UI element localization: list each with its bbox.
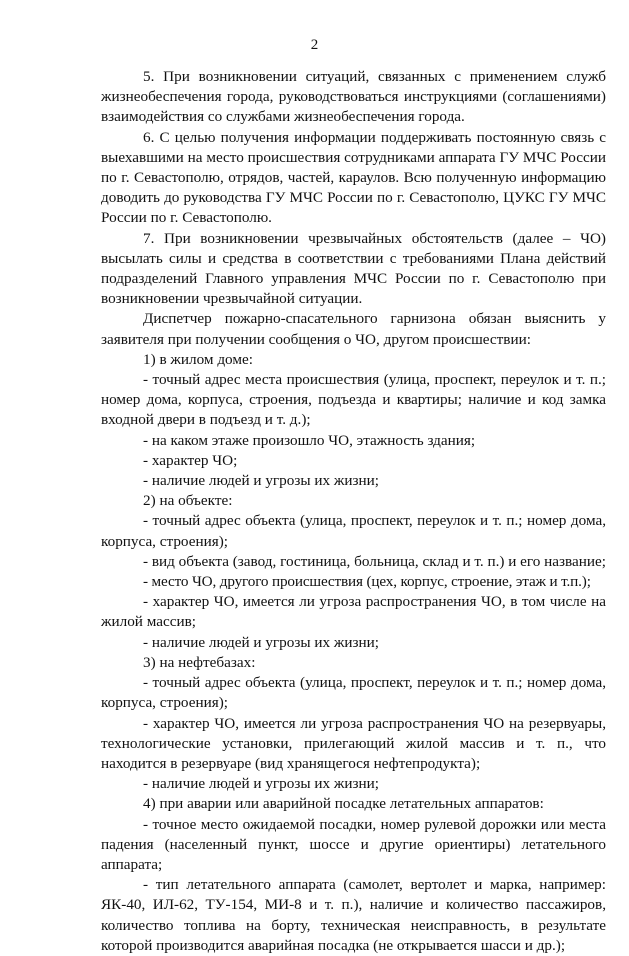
list-item: - наличие людей и угрозы их жизни;: [143, 472, 379, 490]
list-item: - характер ЧО;: [143, 451, 238, 469]
list-item: - место ЧО, другого происшествия (цех, корпус, строение, этаж и т.п.);: [143, 573, 591, 591]
subheading-residential: 1) в жилом доме:: [143, 350, 253, 368]
list-item: - наличие людей и угрозы их жизни;: [143, 633, 379, 651]
page-number: 2: [310, 37, 319, 53]
paragraph-item-6: 6. С целью получения информации поддерживать постоянную связь с выехавшими на место происшествия сотрудниками аппарата ГУ МЧС России по г. Севастополю, отрядов, частей, караулов. Всю полученную информацию доводить до руководства ГУ МЧС России по г. Севастополю, ЦУКС ГУ МЧС России по г. Севастополю.: [101, 128, 606, 227]
list-item: - характер ЧО, имеется ли угроза распространения ЧО на резервуары, технологические установки, прилегающий жилой массив и т. п., что находится в резервуаре (вид хранящегося нефтепродукта);: [101, 714, 606, 772]
list-item: - тип летательного аппарата (самолет, вертолет и марка, например: ЯК-40, ИЛ-62, ТУ-154, МИ-8 и т. п.), наличие и количество пассажиров, количество топлива на борту, техническая неисправность, в результате которой производится аварийная посадка (не открывается шасси и др.);: [101, 876, 606, 954]
subheading-facility: 2) на объекте:: [143, 492, 233, 510]
document-body: [101, 67, 606, 956]
list-item: - точное место ожидаемой посадки, номер рулевой дорожки или места падения (населенный пункт, шоссе и другие ориентиры) летательного аппарата;: [101, 815, 606, 873]
list-item: - на каком этаже произошло ЧО, этажность здания;: [143, 431, 476, 449]
paragraph-item-7: 7. При возникновении чрезвычайных обстоятельств (далее – ЧО) высылать силы и средства в соответствии с требованиями Плана действий подразделений Главного управления МЧС России по г. Севастополю при возникновении чрезвычайной ситуации.: [101, 229, 606, 308]
list-item: - точный адрес объекта (улица, проспект, переулок и т. п.; номер дома, корпуса, строения);: [101, 674, 606, 712]
list-item: - характер ЧО, имеется ли угроза распространения ЧО, в том числе на жилой массив;: [101, 593, 606, 631]
list-item: - наличие людей и угрозы их жизни;: [143, 775, 379, 793]
subheading-oil-depot: 3) на нефтебазах:: [143, 653, 256, 671]
paragraph-item-5: 5. При возникновении ситуаций, связанных с применением служб жизнеобеспечения города, руководствоваться инструкциями (соглашениями) взаимодействия со службами жизнеобеспечения города.: [101, 68, 606, 126]
list-item: - точный адрес места происшествия (улица, проспект, переулок и т. п.; номер дома, корпуса, строения, подъезда и квартиры; наличие и код замка входной двери в подъезд и т. д.);: [101, 371, 606, 429]
list-item: - точный адрес объекта (улица, проспект, переулок и т. п.; номер дома, корпуса, строения);: [101, 512, 606, 550]
subheading-aircraft: 4) при аварии или аварийной посадке летательных аппаратов:: [143, 795, 544, 813]
list-item: - вид объекта (завод, гостиница, больница, склад и т. п.) и его название;: [143, 552, 606, 570]
paragraph-dispatcher-duty: Диспетчер пожарно-спасательного гарнизона обязан выяснить у заявителя при получении сообщения о ЧО, другом происшествии:: [101, 310, 606, 348]
